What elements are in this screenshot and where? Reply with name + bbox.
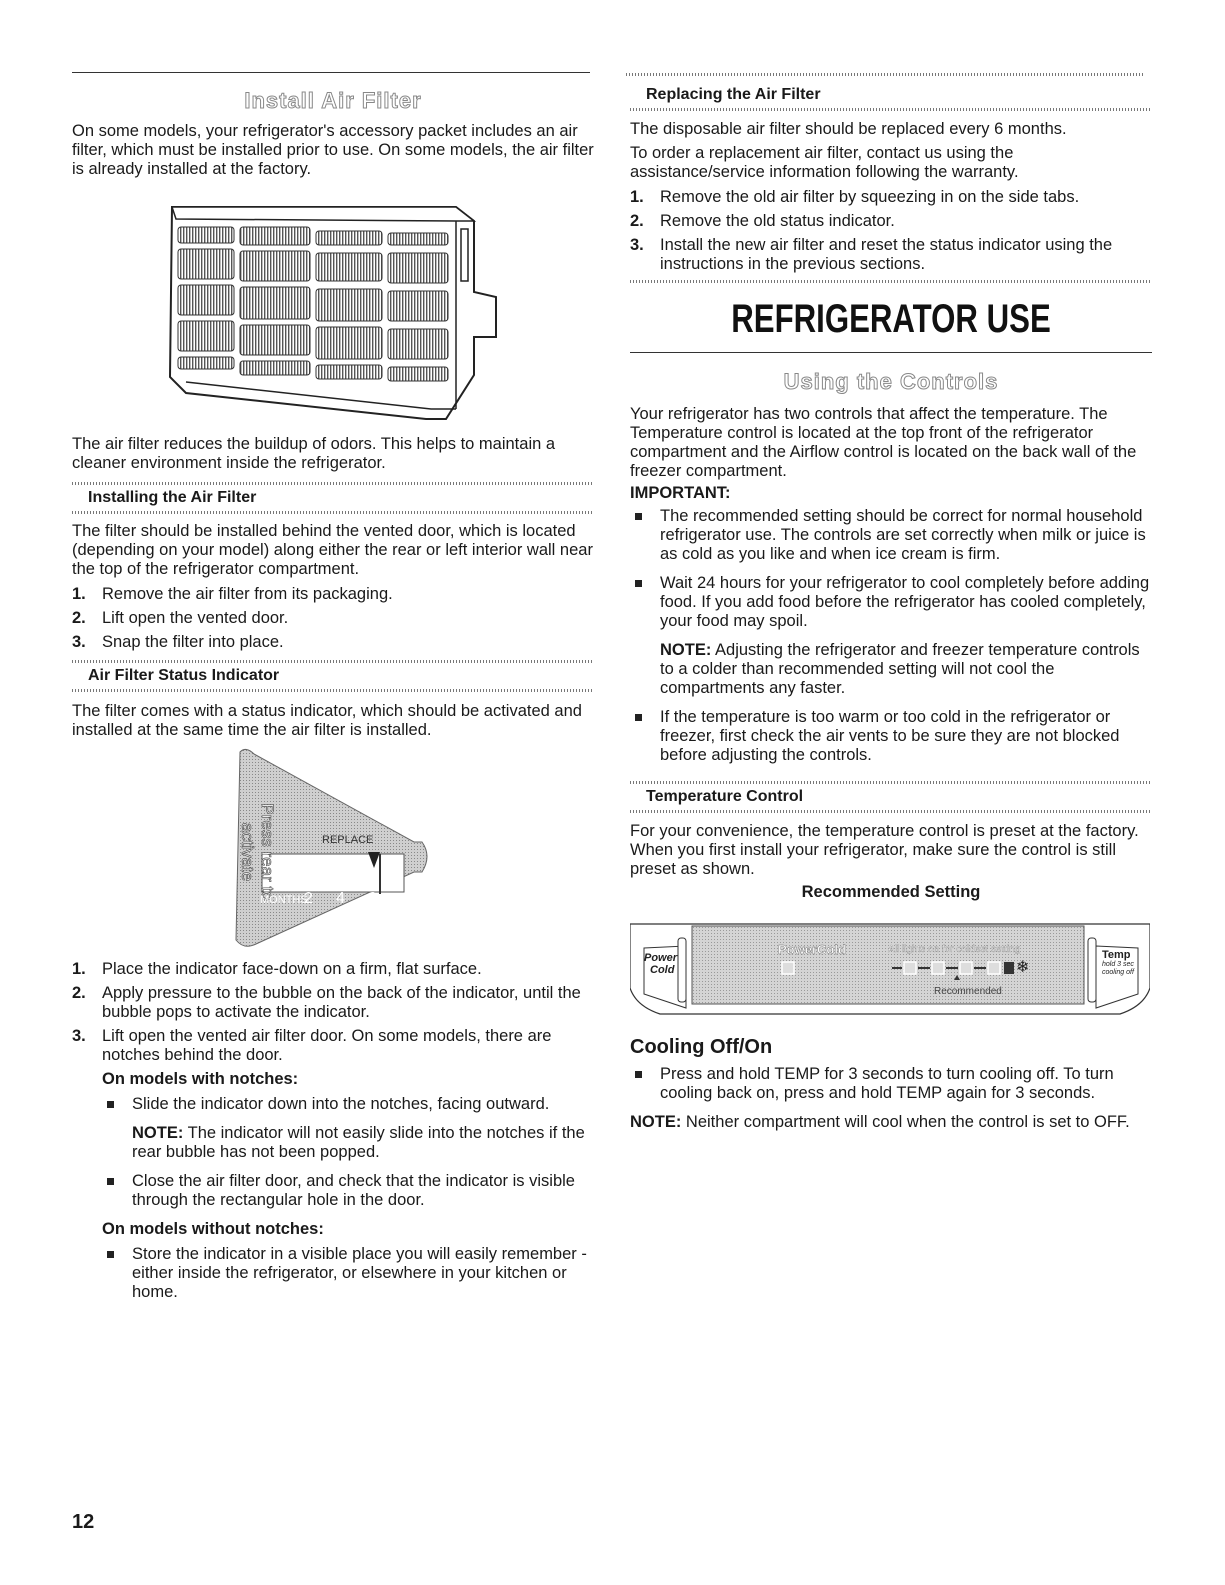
- step-text: Lift open the vented air filter door. On some models, there are notches behind the door.: [102, 1027, 552, 1064]
- hatch-rule: [630, 108, 1152, 111]
- temperature-control-heading: Temperature Control: [646, 788, 804, 805]
- note-text: The indicator will not easily slide into the notches if the rear bubble has not been popped.: [132, 1124, 585, 1161]
- step-text: Snap the filter into place.: [102, 633, 284, 651]
- step-number: 3.: [72, 1027, 86, 1045]
- install-air-filter-title: Install Air Filter: [244, 88, 422, 113]
- bullet-text: Wait 24 hours for your refrigerator to cool completely before adding food. If you add food before the refrigerator has cooled completely, your food may spoil.: [660, 574, 1150, 630]
- step-text: Remove the old status indicator.: [660, 212, 895, 230]
- title-rule: [630, 352, 1152, 353]
- recommended-setting-title: Recommended Setting: [801, 883, 981, 901]
- panel-snowflake-icon: ❄: [1016, 959, 1030, 976]
- with-notches-heading: On models with notches:: [102, 1070, 299, 1088]
- step-text: Lift open the vented door.: [102, 609, 289, 627]
- air-filter-drawing: [156, 197, 516, 427]
- with-notches-list: [102, 1095, 594, 1210]
- hatch-rule: [630, 280, 1152, 283]
- status-heading: Air Filter Status Indicator: [88, 667, 280, 684]
- status-text: The filter comes with a status indicator, which should be activated and installed at the same time the air filter is installed.: [72, 702, 582, 739]
- temp-label: Temp: [1102, 949, 1131, 961]
- cooling-note: [630, 1113, 1152, 1132]
- air-filter-illustration: [156, 197, 516, 427]
- cooling-off-label: cooling off: [1102, 969, 1134, 976]
- controls-intro: Your refrigerator has two controls that affect the temperature. The Temperature control is located at the top front of the refrigerator compartment and the Airflow control is located on the back wall of the freezer compartment.: [630, 405, 1137, 480]
- step-number: 3.: [72, 633, 86, 651]
- list-item: [72, 609, 594, 628]
- step-text: Install the new air filter and reset the status indicator using the instructions in the previous sections.: [660, 236, 1113, 273]
- hold-label: hold 3 sec: [1102, 961, 1134, 968]
- without-notches-heading: On models without notches:: [102, 1220, 324, 1238]
- hatch-rule: [72, 511, 594, 514]
- list-item: [72, 984, 594, 1022]
- filter-description: The air filter reduces the buildup of odors. This helps to maintain a cleaner environment inside the refrigerator.: [72, 435, 556, 472]
- bullet-text: The recommended setting should be correct for normal household refrigerator use. The controls are set correctly when milk or juice is as cold as you like and when ice cream is firm.: [660, 507, 1146, 563]
- bullet-text: Press and hold TEMP for 3 seconds to turn cooling off. To turn cooling back on, press and hold TEMP again for 3 seconds.: [660, 1065, 1114, 1102]
- step-number: 3.: [630, 236, 644, 254]
- notches-block: [72, 1070, 594, 1302]
- bullet-text: Slide the indicator down into the notches, facing outward.: [132, 1095, 550, 1113]
- step-number: 2.: [72, 609, 86, 627]
- indicator-month-6: 6: [368, 890, 377, 907]
- replacing-steps: [630, 188, 1152, 274]
- list-item: [102, 1172, 594, 1210]
- install-intro: On some models, your refrigerator's accessory packet includes an air filter, which must be installed prior to use. On some models, the air filter is already installed at the factory.: [72, 122, 594, 178]
- indicator-months-label: MONTHS: [260, 894, 308, 906]
- installing-heading: Installing the Air Filter: [88, 489, 257, 506]
- list-item: [630, 708, 1152, 765]
- step-number: 1.: [630, 188, 644, 206]
- note-label: NOTE:: [660, 641, 712, 659]
- left-column: [72, 0, 594, 1312]
- step-text: Remove the old air filter by squeezing in on the side tabs.: [660, 188, 1080, 206]
- using-controls-title: Using the Controls: [783, 369, 999, 394]
- step-text: Apply pressure to the bubble on the back of the indicator, until the bubble pops to activate the indicator.: [102, 984, 581, 1021]
- installing-steps: [72, 585, 594, 652]
- hatch-rule: [630, 781, 1152, 784]
- list-item: [630, 236, 1152, 274]
- hatch-rule: [630, 810, 1152, 813]
- list-item: [72, 633, 594, 652]
- replacing-p2: To order a replacement air filter, contact us using the assistance/service information following the warranty.: [630, 144, 1019, 181]
- page-number: 12: [72, 1511, 95, 1533]
- note-label: NOTE:: [630, 1113, 682, 1131]
- step-text: Remove the air filter from its packaging.: [102, 585, 393, 603]
- list-item: [72, 1027, 594, 1065]
- step-number: 1.: [72, 960, 86, 978]
- list-item: [630, 1065, 1152, 1103]
- right-column: [630, 0, 1152, 1132]
- step-text: Place the indicator face-down on a firm, flat surface.: [102, 960, 482, 978]
- list-item: [630, 212, 1152, 231]
- status-indicator-illustration: [222, 744, 442, 954]
- control-panel: [630, 918, 1150, 1024]
- bullet-text: Close the air filter door, and check that the indicator is visible through the rectangular hole in the door.: [132, 1172, 575, 1209]
- note-text: Neither compartment will cool when the control is set to OFF.: [681, 1113, 1130, 1131]
- power-label: Power: [644, 952, 678, 964]
- control-panel-drawing: [630, 918, 1150, 1024]
- indicator-side-text: Press rear to activate: [238, 803, 277, 901]
- refrigerator-use-title: REFRIGERATOR USE: [731, 297, 1051, 341]
- cooling-heading: Cooling Off/On: [630, 1036, 773, 1058]
- list-item: [102, 1245, 594, 1302]
- panel-all-lights-label: All lights on for coldest setting: [888, 944, 1021, 955]
- step-number: 2.: [72, 984, 86, 1002]
- step-number: 1.: [72, 585, 86, 603]
- list-item: [630, 574, 1152, 698]
- list-item: [72, 960, 594, 979]
- note-text: Adjusting the refrigerator and freezer temperature controls to a colder than recommended setting will not cool the compartments any faster.: [660, 641, 1140, 697]
- panel-power-cold: [644, 952, 677, 976]
- panel-temp-label: [1102, 950, 1134, 977]
- list-item: [102, 1095, 594, 1162]
- indicator-month-2: 2: [304, 890, 313, 907]
- list-item: [630, 188, 1152, 207]
- controls-list: [630, 507, 1152, 765]
- replacing-heading: Replacing the Air Filter: [646, 86, 821, 103]
- status-steps: [72, 960, 594, 1065]
- cold-label: Cold: [650, 964, 675, 976]
- bullet-text: If the temperature is too warm or too cold in the refrigerator or freezer, first check the air vents to be sure they are not blocked before adjusting the controls.: [660, 708, 1120, 764]
- bullet-text: Store the indicator in a visible place you will easily remember - either inside the refrigerator, or elsewhere in your kitchen or home.: [132, 1245, 587, 1301]
- important-label: IMPORTANT:: [630, 484, 731, 502]
- list-item: [72, 585, 594, 604]
- panel-powercold-label: PowerCold: [778, 942, 846, 957]
- without-notches-list: [102, 1245, 594, 1302]
- indicator-month-4: 4: [336, 890, 345, 907]
- installing-text: The filter should be installed behind the vented door, which is located (depending on your model) along either the rear or left interior wall near the top of the refrigerator compartment.: [72, 522, 593, 578]
- note-label: NOTE:: [132, 1124, 184, 1142]
- hatch-rule: [72, 689, 594, 692]
- list-item: [630, 507, 1152, 564]
- cooling-list: [630, 1065, 1152, 1103]
- notches-note: [132, 1124, 594, 1162]
- panel-recommended-label: Recommended: [934, 986, 1002, 997]
- hatch-rule: [72, 660, 594, 663]
- hatch-rule: [72, 482, 594, 485]
- temp-text: For your convenience, the temperature control is preset at the factory. When you first install your refrigerator, make sure the control is still preset as shown.: [630, 822, 1139, 878]
- controls-note: [660, 641, 1152, 698]
- step-number: 2.: [630, 212, 644, 230]
- replacing-p1: The disposable air filter should be replaced every 6 months.: [630, 120, 1067, 138]
- indicator-replace-label: REPLACE: [322, 834, 374, 846]
